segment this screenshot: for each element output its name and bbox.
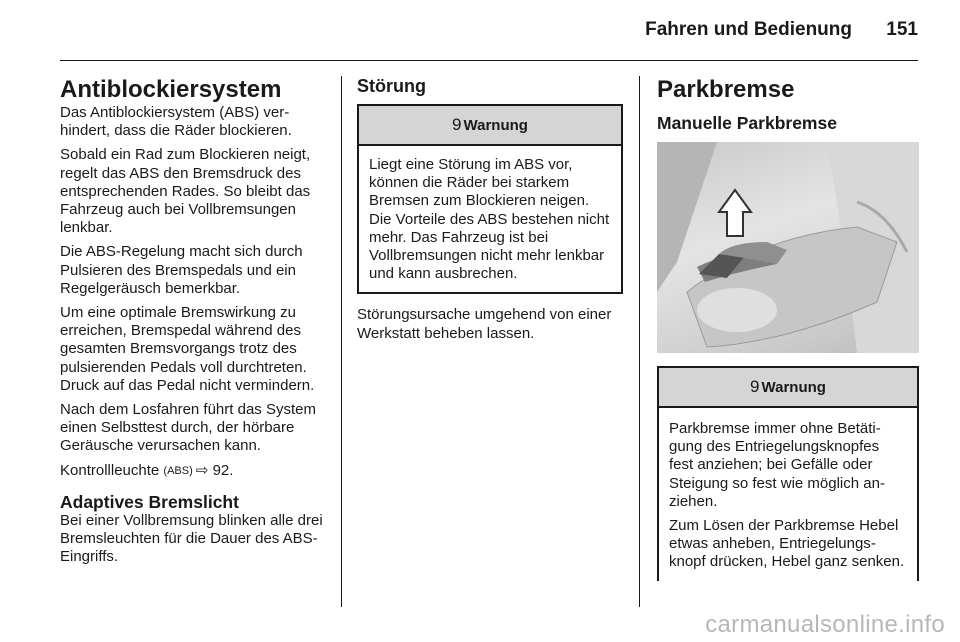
warning-triangle-icon: 9 [452,115,462,134]
subsection-heading-adaptive-brakelight: Adaptives Bremslicht [60,491,239,512]
warning-box-abs [357,104,623,294]
indicator-line [60,462,326,480]
abs-indicator-icon: (ABS) [163,464,193,477]
section-heading-abs: Antiblockiersystem [60,76,282,103]
page-reference-arrow-icon: ⇨ [195,461,209,479]
adaptive-brakelight-paragraph: Bei einer Vollbremsung blinken alle drei Bremsleuchten für die Dauer des ABS-Eingriffs. [60,511,323,566]
parking-brake-lever-photo [657,142,919,353]
indicator-label: Kontrollleuchte [60,461,160,479]
abs-paragraph-3: Die ABS-Regelung macht sich durch Pulsieren des Bremspedals und ein Regelgeräusch bemerkbar. [60,243,303,297]
warning-triangle-icon: 9 [750,377,760,396]
warning-header [659,368,917,408]
column-divider-right [639,76,640,607]
abs-paragraph-1: Das Antiblockiersystem (ABS) verhindert, dass die Räder blockieren. [60,104,292,140]
column-abs [60,76,326,572]
header-divider [60,60,918,61]
watermark-url: carmanualsonline.info [705,611,945,638]
section-heading-parkbremse: Parkbremse [657,76,795,103]
abs-paragraph-5: Nach dem Losfahren führt das System einen Selbsttest durch, der hörbare Geräusche verursachen kann. [60,401,316,455]
page-reference-link[interactable]: 92. [212,461,234,479]
warning-header [359,106,621,146]
abs-paragraph-4: Um eine optimale Bremswirkung zu erreichen, Bremspedal während des gesamten Bremsvorgangs trotz des pulsierenden Pedals voll durchtreten. Druck auf das Pedal nicht vermindern. [60,304,315,394]
column-divider-left [341,76,342,607]
warning-title: Warnung [761,378,826,396]
abs-paragraph-2: Sobald ein Rad zum Blockieren neigt, regelt das ABS den Bremsdruck des entsprechenden Rades. So bleibt das Fahrzeug auch bei Vollbremsungen lenkbar. [60,146,311,237]
parkbrake-warning-paragraph-2: Zum Lösen der Parkbremse Hebel etwas anheben, Entriegelungsknopf drücken, Hebel ganz senken. [669,517,905,571]
column-stoerung [357,76,623,349]
warning-title: Warnung [463,116,528,134]
warning-box-parkbrake [657,366,919,581]
column-parkbremse [657,76,919,581]
page-number: 151 [886,19,918,40]
subsection-heading-manual-parkbrake: Manuelle Parkbremse [657,113,837,133]
section-heading-stoerung: Störung [357,76,426,96]
parkbrake-warning-paragraph-1: Parkbremse immer ohne Betätigung des Entriegelungsknopfes fest anziehen; bei Gefälle oder Steigung so fest wie möglich anziehen. [669,420,885,510]
page-header-title: Fahren und Bedienung [645,19,852,40]
warning-text: Liegt eine Störung im ABS vor, können die Räder bei starkem Bremsen zum Blockieren neigen. Die Vorteile des ABS bestehen nicht mehr. Das Fahrzeug ist bei Vollbremsungen nicht mehr lenkbar und kann ausbrechen. [369,156,610,283]
stoerung-paragraph: Störungsursache umgehend von einer Werkstatt beheben lassen. [357,306,612,342]
